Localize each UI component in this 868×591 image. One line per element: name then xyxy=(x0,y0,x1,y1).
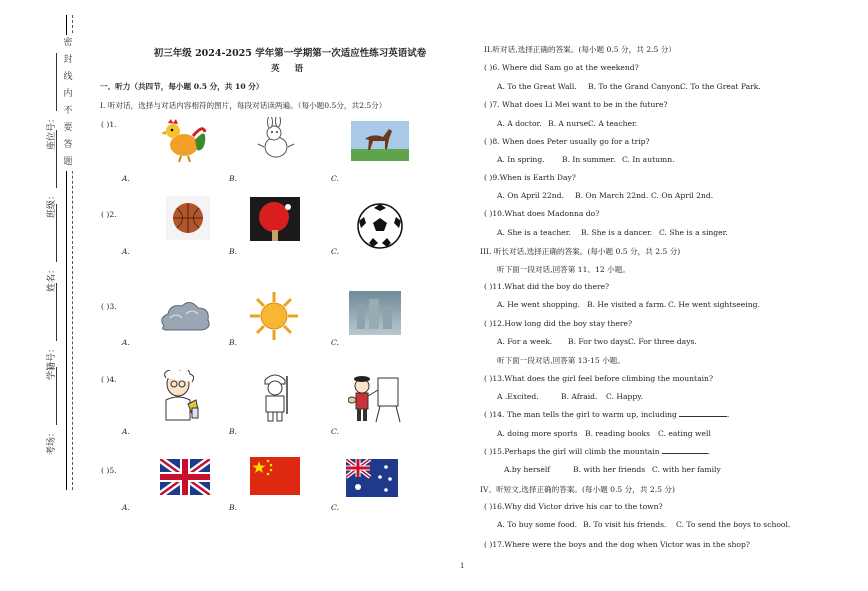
question-13-option-c[interactable]: C. Happy. xyxy=(606,392,643,401)
question-11-option-a[interactable]: A. He went shopping. xyxy=(497,300,580,309)
question-16-option-c[interactable]: C. To send the boys to school. xyxy=(676,520,791,529)
part3-instruction: III. 听长对话,选择正确的答案。(每小题 0.5 分，共 2.5 分) xyxy=(480,247,681,256)
question-10-option-b[interactable]: B. She is a dancer. xyxy=(581,228,653,237)
question-5-number[interactable]: ( )5. xyxy=(101,466,117,475)
class-field[interactable]: 班级： xyxy=(44,130,57,218)
question-15[interactable]: ( )15.Perhaps the girl will climb the mountain . xyxy=(484,447,711,456)
question-16[interactable]: ( )16.Why did Victor drive his car to the town? xyxy=(484,502,663,511)
question-14-option-b[interactable]: B. reading books xyxy=(585,429,651,438)
part1-instruction: I. 听对话，选择与对话内容相符的图片，每段对话读两遍。（每小题0.5分，共2.5分） xyxy=(100,101,387,110)
section-heading: 一、听力（共四节，每小题 0.5 分，共 10 分） xyxy=(100,82,264,91)
name-field[interactable]: 姓名： xyxy=(44,204,57,292)
student-id-field[interactable]: 学籍号： xyxy=(44,283,57,380)
question-14[interactable]: ( )14. The man tells the girl to warm up, including . xyxy=(484,410,730,419)
question-16-option-b[interactable]: B. To visit his friends. xyxy=(583,520,667,529)
question-14-option-c[interactable]: C. eating well xyxy=(658,429,711,438)
question-11[interactable]: ( )11.What did the boy do there? xyxy=(484,282,610,291)
question-9-option-a[interactable]: A. On April 22nd. xyxy=(497,191,564,200)
question-8-option-b[interactable]: B. In summer. xyxy=(562,155,616,164)
seat-number-field[interactable]: 座位号： xyxy=(44,53,57,150)
question-12-option-a[interactable]: A. For a week. xyxy=(497,337,553,346)
pingpong-paddle-icon[interactable] xyxy=(250,197,300,241)
fog-icon[interactable] xyxy=(349,291,401,335)
question-2-number[interactable]: ( )2. xyxy=(101,210,117,219)
question-6-option-c[interactable]: C. To the Great Park. xyxy=(680,82,761,91)
question-10-option-a[interactable]: A. She is a teacher. xyxy=(497,228,571,237)
part3-sub2: 听下面一段对话,回答第 13-15 小题。 xyxy=(497,356,625,365)
question-12-option-c[interactable]: C. For three days. xyxy=(628,337,697,346)
question-8-option-c[interactable]: C. In autumn. xyxy=(622,155,675,164)
question-9[interactable]: ( )9.When is Earth Day? xyxy=(484,173,576,182)
question-6[interactable]: ( )6. Where did Sam go at the weekend? xyxy=(484,63,639,72)
question-17[interactable]: ( )17.Where were the boys and the dog when Victor was in the shop? xyxy=(484,540,750,549)
question-13[interactable]: ( )13.What does the girl feel before climbing the mountain? xyxy=(484,374,714,383)
subject-label: 英 语 xyxy=(271,64,309,74)
question-12[interactable]: ( )12.How long did the boy stay there? xyxy=(484,319,633,328)
question-14-blank[interactable] xyxy=(679,416,727,417)
question-11-option-b[interactable]: B. He visited a farm. xyxy=(587,300,667,309)
part3-sub1: 听下面一段对话,回答第 11、12 小题。 xyxy=(497,265,630,274)
question-15-option-a[interactable]: A.by herself xyxy=(504,465,551,474)
part2-instruction: II.听对话,选择正确的答案。(每小题 0.5 分，共 2.5 分） xyxy=(484,45,676,54)
question-8-option-a[interactable]: A. In spring. xyxy=(497,155,545,164)
page-number: 1 xyxy=(460,562,465,570)
question-16-option-a[interactable]: A. To buy some food. xyxy=(497,520,578,529)
uk-flag-icon[interactable] xyxy=(160,459,210,495)
question-8[interactable]: ( )8. When does Peter usually go for a trip? xyxy=(484,137,650,146)
question-10[interactable]: ( )10.What does Madonna do? xyxy=(484,209,600,218)
question-12-option-b[interactable]: B. For two days. xyxy=(568,337,631,346)
question-9-option-c[interactable]: C. On April 2nd. xyxy=(651,191,714,200)
seal-text: 密 封 线 内 不 要 答 题 xyxy=(62,35,74,171)
basketball-icon[interactable] xyxy=(166,196,210,240)
exam-room-field[interactable]: 考场： xyxy=(44,367,57,455)
question-7-option-b[interactable]: B. A nurse. xyxy=(548,119,591,128)
question-6-option-a[interactable]: A. To the Great Wall. xyxy=(497,82,577,91)
sun-icon[interactable] xyxy=(248,290,300,342)
question-4-number[interactable]: ( )4. xyxy=(101,375,117,384)
soccer-ball-icon[interactable] xyxy=(355,201,405,251)
scientist-icon[interactable] xyxy=(158,370,202,422)
cloud-icon[interactable] xyxy=(156,296,212,336)
question-15-blank[interactable] xyxy=(662,453,708,454)
australia-flag-icon[interactable] xyxy=(346,459,398,497)
question-1-number[interactable]: ( )1. xyxy=(101,120,117,129)
painter-icon[interactable] xyxy=(348,374,404,424)
part4-instruction: IV、听短文,选择正确的答案。(每小题 0.5 分，共 2.5 分) xyxy=(480,485,675,494)
page-title: 初三年级 2024-2025 学年第一学期第一次适应性练习英语试卷 xyxy=(153,48,427,59)
rabbit-icon[interactable] xyxy=(250,117,302,161)
question-3-number[interactable]: ( )3. xyxy=(101,302,117,311)
question-7[interactable]: ( )7. What does Li Mei want to be in the future? xyxy=(484,100,668,109)
question-14-option-a[interactable]: A. doing more sports xyxy=(497,429,578,438)
question-9-option-b[interactable]: B. On March 22nd. xyxy=(575,191,649,200)
question-13-option-b[interactable]: B. Afraid. xyxy=(561,392,598,401)
question-15-option-c[interactable]: C. with her family xyxy=(652,465,721,474)
question-7-option-c[interactable]: C. A teacher. xyxy=(588,119,638,128)
question-11-option-c[interactable]: C. He went sightseeing. xyxy=(668,300,760,309)
soldier-icon[interactable] xyxy=(255,370,295,422)
question-6-option-b[interactable]: B. To the Grand Canyon. xyxy=(588,82,683,91)
question-10-option-c[interactable]: C. She is a singer. xyxy=(659,228,728,237)
rooster-icon[interactable] xyxy=(157,118,209,162)
question-7-option-a[interactable]: A. A doctor. xyxy=(497,119,542,128)
question-13-option-a[interactable]: A .Excited. xyxy=(497,392,539,401)
question-15-option-b[interactable]: B. with her friends xyxy=(573,465,646,474)
horse-icon[interactable] xyxy=(351,121,409,161)
china-flag-icon[interactable] xyxy=(250,457,300,495)
